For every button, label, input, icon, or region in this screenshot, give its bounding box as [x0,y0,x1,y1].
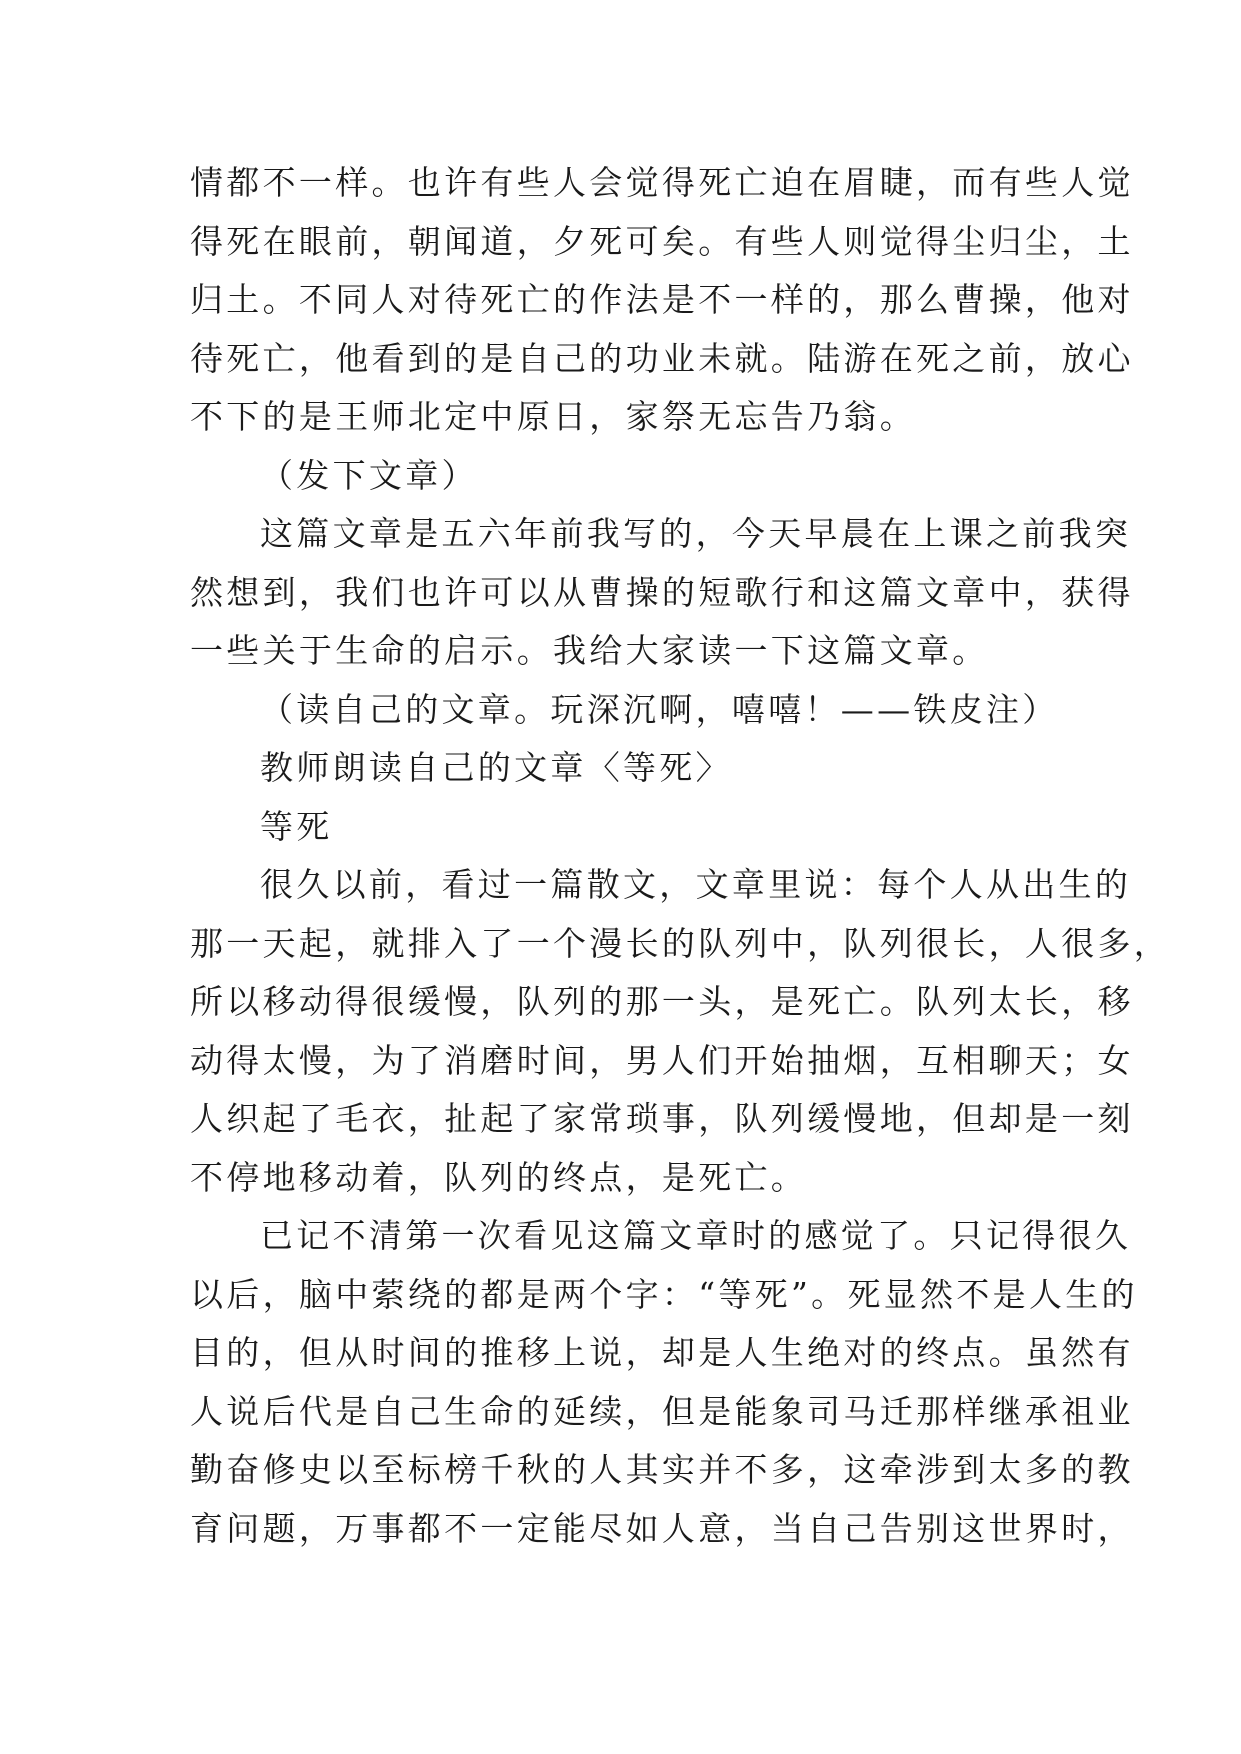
text-line: （读自己的文章。玩深沉啊，嘻嘻！——铁皮注） [260,689,1059,729]
text-line: 那一天起，就排入了一个漫长的队列中，队列很长，人很多， [190,923,1171,963]
document-body [190,154,1171,1558]
text-line: 教师朗读自己的文章〈等死〉 [260,748,732,787]
text-line: 目的，但从时间的推移上说，却是人生绝对的终点。虽然有 [190,1333,1134,1372]
text-line: 然想到，我们也许可以从曹操的短歌行和这篇文章中，获得 [190,572,1134,612]
text-line: 人织起了毛衣，扯起了家常琐事，队列缓慢地，但却是一刻 [190,1099,1134,1138]
text-line: 以后，脑中萦绕的都是两个字：“等死”。死显然不是人生的 [190,1274,1138,1314]
text-line: 育问题，万事都不一定能尽如人意，当自己告别这世界时， [190,1508,1134,1548]
text-line: （发下文章） [260,455,478,495]
text-line: 已记不清第一次看见这篇文章时的感觉了。只记得很久 [260,1216,1132,1255]
text-line: 得死在眼前，朝闻道，夕死可矣。有些人则觉得尘归尘，土 [190,221,1134,261]
text-line: 所以移动得很缓慢，队列的那一头，是死亡。队列太长，移 [190,982,1134,1021]
text-line: 情都不一样。也许有些人会觉得死亡迫在眉睫，而有些人觉 [190,163,1134,202]
text-line: 很久以前，看过一篇散文，文章里说：每个人从出生的 [260,865,1132,904]
text-line: 待死亡，他看到的是自己的功业未就。陆游在死之前，放心 [190,338,1134,378]
text-line: 人说后代是自己生命的延续，但是能象司马迁那样继承祖业 [190,1391,1134,1431]
text-line: 不下的是王师北定中原日，家祭无忘告乃翁。 [190,397,916,436]
text-line: 这篇文章是五六年前我写的，今天早晨在上课之前我突 [260,514,1132,553]
text-line: 等死 [260,806,333,846]
text-line: 一些关于生命的启示。我给大家读一下这篇文章。 [190,631,989,670]
text-line: 不停地移动着，队列的终点，是死亡。 [190,1157,808,1197]
text-line: 归土。不同人对待死亡的作法是不一样的，那么曹操，他对 [190,280,1134,319]
text-line: 勤奋修史以至标榜千秋的人其实并不多，这牵涉到太多的教 [190,1450,1134,1489]
text-line: 动得太慢，为了消磨时间，男人们开始抽烟，互相聊天；女 [190,1040,1134,1080]
